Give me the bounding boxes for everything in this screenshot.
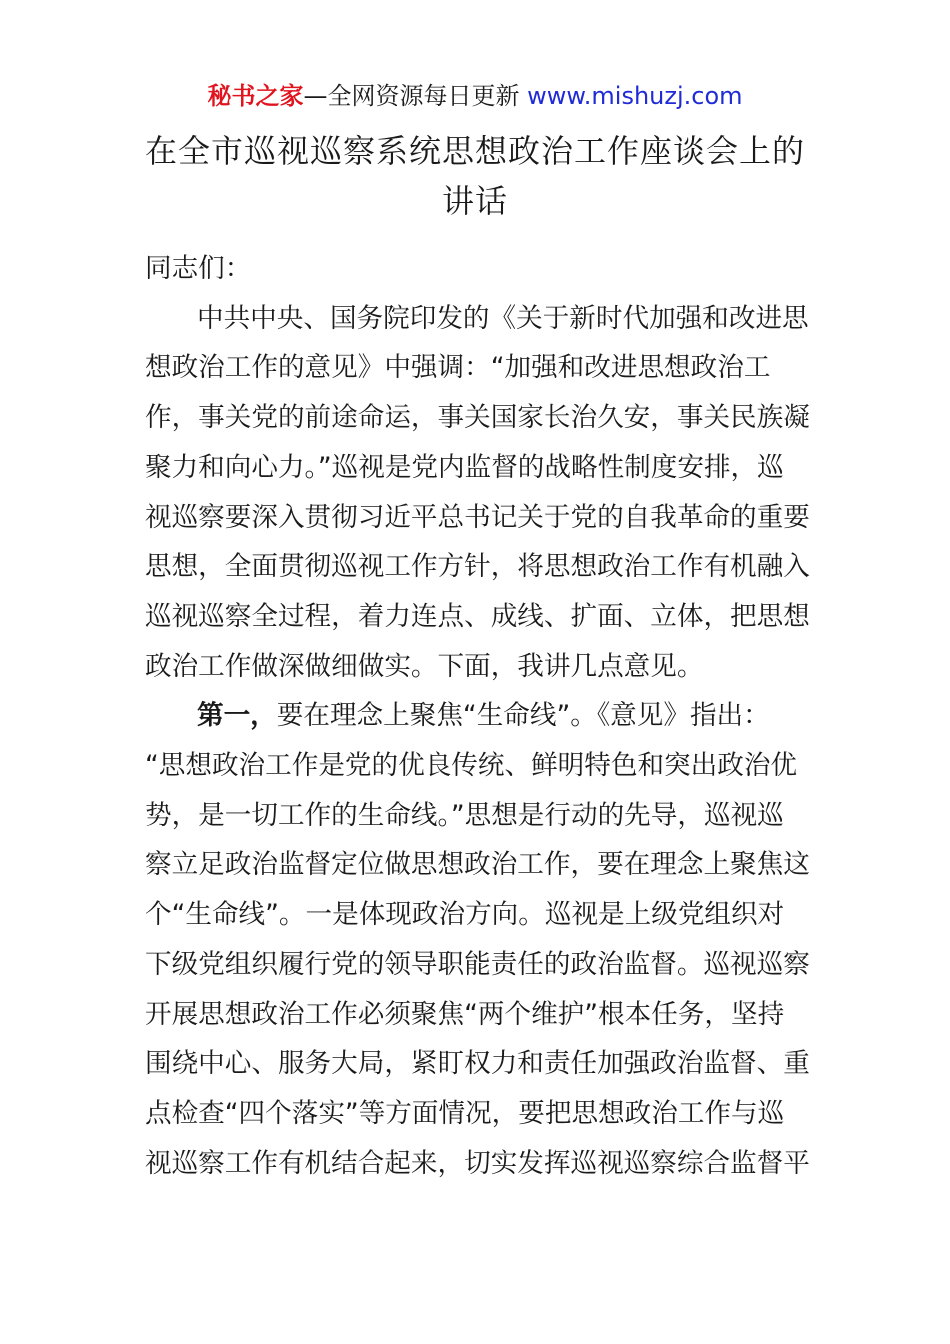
title-line-2: 讲话 — [441, 182, 508, 220]
text-line: 聚力和向心力。”巡视是党内监督的战略性制度安排，巡 — [145, 451, 784, 483]
site-tagline: —全网资源每日更新 — [303, 82, 528, 110]
text-line: 巡视巡察全过程，着力连点、成线、扩面、立体，把思想 — [145, 600, 810, 632]
text-line: 中共中央、国务院印发的《关于新时代加强和改进思 — [197, 302, 809, 334]
salutation: 同志们： — [145, 253, 252, 284]
site-header — [0, 80, 950, 112]
point-lead: 第一， — [197, 700, 277, 732]
text-line: 势，是一切工作的生命线。”思想是行动的先导，巡视巡 — [145, 799, 784, 831]
text-line: 政治工作做深做细做实。下面，我讲几点意见。 — [145, 650, 704, 682]
paragraph-intro — [145, 294, 810, 692]
text-line: “思想政治工作是党的优良传统、鲜明特色和突出政治优 — [145, 750, 798, 782]
text-line: 视巡察要深入贯彻习近平总书记关于党的自我革命的重要 — [145, 501, 810, 533]
text-line — [145, 691, 807, 741]
text-line: 下级党组织履行党的领导职能责任的政治监督。巡视巡察 — [145, 948, 810, 980]
text-line: 视巡察工作有机结合起来，切实发挥巡视巡察综合监督平 — [145, 1147, 810, 1179]
text-line: 想政治工作的意见》中强调：“加强和改进思想政治工 — [145, 352, 771, 384]
paragraph-first-point — [145, 691, 810, 1188]
text-line: 开展思想政治工作必须聚焦“两个维护”根本任务，坚持 — [145, 998, 785, 1030]
text-line: 作，事关党的前途命运，事关国家长治久安，事关民族凝 — [145, 402, 810, 434]
site-url-link[interactable]: www.mishuzj.com — [527, 82, 743, 110]
text-line: 围绕中心、服务大局，紧盯权力和责任加强政治监督、重 — [145, 1048, 810, 1080]
title-line-1: 在全市巡视巡察系统思想政治工作座谈会上的 — [144, 132, 805, 170]
document-title — [0, 126, 950, 226]
point-heading: 要在理念上聚焦“生命线”。《意见》指出： — [276, 700, 770, 732]
text-line: 思想，全面贯彻巡视工作方针，将思想政治工作有机融入 — [145, 551, 810, 583]
document-body — [145, 244, 810, 1188]
text-line: 个“生命线”。一是体现政治方向。巡视是上级党组织对 — [145, 899, 785, 931]
site-brand: 秘书之家 — [207, 82, 304, 110]
text-line: 点检查“四个落实”等方面情况，要把思想政治工作与巡 — [145, 1097, 785, 1129]
text-line: 察立足政治监督定位做思想政治工作，要在理念上聚焦这 — [145, 849, 810, 881]
